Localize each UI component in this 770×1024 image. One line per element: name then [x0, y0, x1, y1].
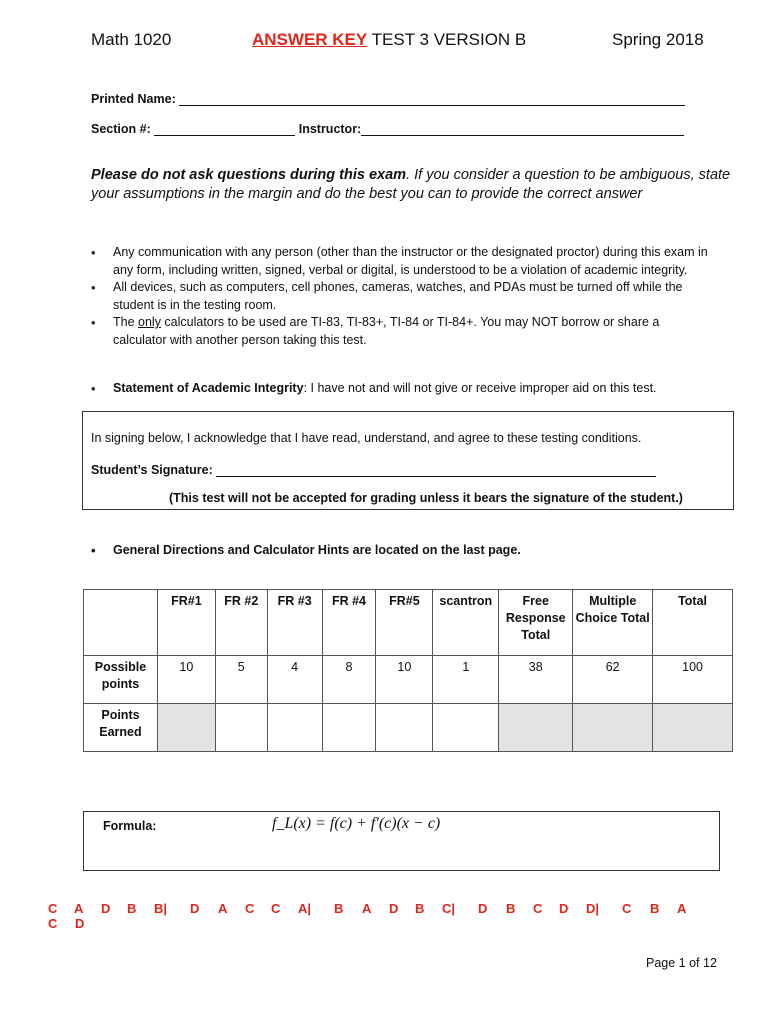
possible-cell: 4 — [267, 656, 322, 704]
answer-key-letter: A| — [298, 901, 312, 916]
formula-expression: f_L(x) = f(c) + f′(c)(x − c) — [272, 815, 441, 832]
answer-key-letter: D — [478, 901, 488, 916]
instructions-rest: . If you consider a question to be ambiguous, state your assumptions in the margin and do the best you can to provide the correct answer — [91, 167, 731, 202]
possible-cell: 10 — [157, 656, 215, 704]
answer-key-letter: D — [101, 901, 111, 916]
header-fr-total: Free Response Total — [499, 590, 573, 656]
header-fr3: FR #3 — [267, 590, 322, 656]
possible-cell: 62 — [573, 656, 653, 704]
printed-name-field — [91, 91, 685, 106]
answer-key-letter: C| — [442, 901, 456, 916]
corner-cell — [84, 590, 158, 656]
earned-row — [84, 704, 733, 752]
calc-post: calculators to be used are TI-83, TI-83+, TI-84 or TI-84+. You may NOT borrow or share a calculator with another person taking this test. — [113, 315, 660, 347]
answer-key-letter: A — [677, 901, 687, 916]
possible-cell: 5 — [215, 656, 267, 704]
answer-key-letter: B — [334, 901, 344, 916]
rules-list — [91, 244, 711, 349]
answer-key-letter: A — [74, 901, 84, 916]
answer-key-letter: C — [271, 901, 281, 916]
section-label: Section #: — [91, 122, 151, 136]
answer-key-letter: C — [48, 916, 58, 931]
earned-label: Points Earned — [84, 704, 158, 752]
possible-cell: 100 — [653, 656, 733, 704]
integrity-item — [91, 380, 711, 398]
formula-label: Formula: — [103, 819, 157, 833]
section-line[interactable] — [154, 121, 295, 136]
answer-key-letter: D — [75, 916, 85, 931]
possible-cell: 8 — [322, 656, 376, 704]
answer-key-letter: C — [245, 901, 255, 916]
possible-cell: 10 — [376, 656, 433, 704]
signature-box — [82, 411, 734, 510]
header-fr5: FR#5 — [376, 590, 433, 656]
earned-cell[interactable] — [267, 704, 322, 752]
answer-key-letter: D — [190, 901, 200, 916]
page-number: Page 1 of 12 — [646, 956, 717, 970]
instructor-label: Instructor: — [298, 122, 362, 136]
section-instructor-field — [91, 121, 684, 136]
signature-note: (This test will not be accepted for grading unless it bears the signature of the student.) — [169, 491, 683, 505]
answer-key-row — [48, 901, 728, 931]
instructions-emphasis: Please do not ask questions during this exam — [91, 167, 407, 183]
answer-key-label: ANSWER KEY — [252, 30, 368, 49]
test-title — [252, 30, 526, 50]
answer-key-letter: A — [218, 901, 228, 916]
header-fr2: FR #2 — [215, 590, 267, 656]
earned-cell[interactable] — [157, 704, 215, 752]
signature-line[interactable] — [216, 462, 656, 477]
header-mc-total: Multiple Choice Total — [573, 590, 653, 656]
course-title: Math 1020 — [91, 30, 172, 49]
answer-key-letter: D — [559, 901, 569, 916]
answer-key-letter: D — [389, 901, 399, 916]
calc-only: only — [138, 315, 161, 329]
rule-calculators — [91, 314, 711, 349]
answer-key-letter: A — [362, 901, 372, 916]
earned-cell[interactable] — [653, 704, 733, 752]
header-fr1: FR#1 — [157, 590, 215, 656]
earned-cell[interactable] — [376, 704, 433, 752]
earned-cell[interactable] — [322, 704, 376, 752]
earned-cell[interactable] — [573, 704, 653, 752]
answer-key-letter: B — [506, 901, 516, 916]
exam-instructions — [91, 166, 731, 204]
answer-key-letter: B| — [154, 901, 168, 916]
signature-field — [91, 462, 656, 477]
possible-cell: 38 — [499, 656, 573, 704]
header-scantron: scantron — [433, 590, 499, 656]
test-version: TEST 3 VERSION B — [367, 30, 527, 49]
answer-key-letter: B — [650, 901, 660, 916]
answer-key-letter: C — [622, 901, 632, 916]
answer-key-letter: B — [127, 901, 137, 916]
answer-key-letter: C — [533, 901, 543, 916]
header-fr4: FR #4 — [322, 590, 376, 656]
header-total: Total — [653, 590, 733, 656]
rule-communication: • Any communication with any person (other than the instructor or the designated proctor) during this exam in any form, including written, signed, verbal or digital, is understood to be a violation of academic integrity. — [91, 244, 711, 279]
integrity-label: Statement of Academic Integrity — [113, 381, 304, 395]
directions-note — [91, 542, 711, 560]
term: Spring 2018 — [612, 30, 704, 49]
possible-label: Possible points — [84, 656, 158, 704]
directions-item: • General Directions and Calculator Hints are located on the last page. — [91, 542, 711, 560]
earned-cell[interactable] — [433, 704, 499, 752]
acknowledge-text: In signing below, I acknowledge that I have read, understand, and agree to these testing conditions. — [91, 431, 642, 445]
rule-devices: • All devices, such as computers, cell phones, cameras, watches, and PDAs must be turned off while the student is in the testing room. — [91, 279, 711, 314]
answer-key-letter: D| — [586, 901, 600, 916]
instructor-line[interactable] — [361, 121, 684, 136]
earned-cell[interactable] — [499, 704, 573, 752]
answer-key-letter: B — [415, 901, 425, 916]
printed-name-label: Printed Name: — [91, 92, 176, 106]
formula-box — [83, 811, 720, 871]
earned-cell[interactable] — [215, 704, 267, 752]
points-header-row — [84, 590, 733, 656]
possible-row — [84, 656, 733, 704]
integrity-text: : I have not and will not give or receive improper aid on this test. — [303, 381, 657, 395]
printed-name-line[interactable] — [179, 91, 685, 106]
answer-key-letter: C — [48, 901, 58, 916]
possible-cell: 1 — [433, 656, 499, 704]
calc-pre: The — [113, 315, 139, 329]
integrity-statement — [91, 380, 711, 398]
points-table — [83, 589, 733, 752]
signature-label: Student’s Signature: — [91, 463, 213, 477]
